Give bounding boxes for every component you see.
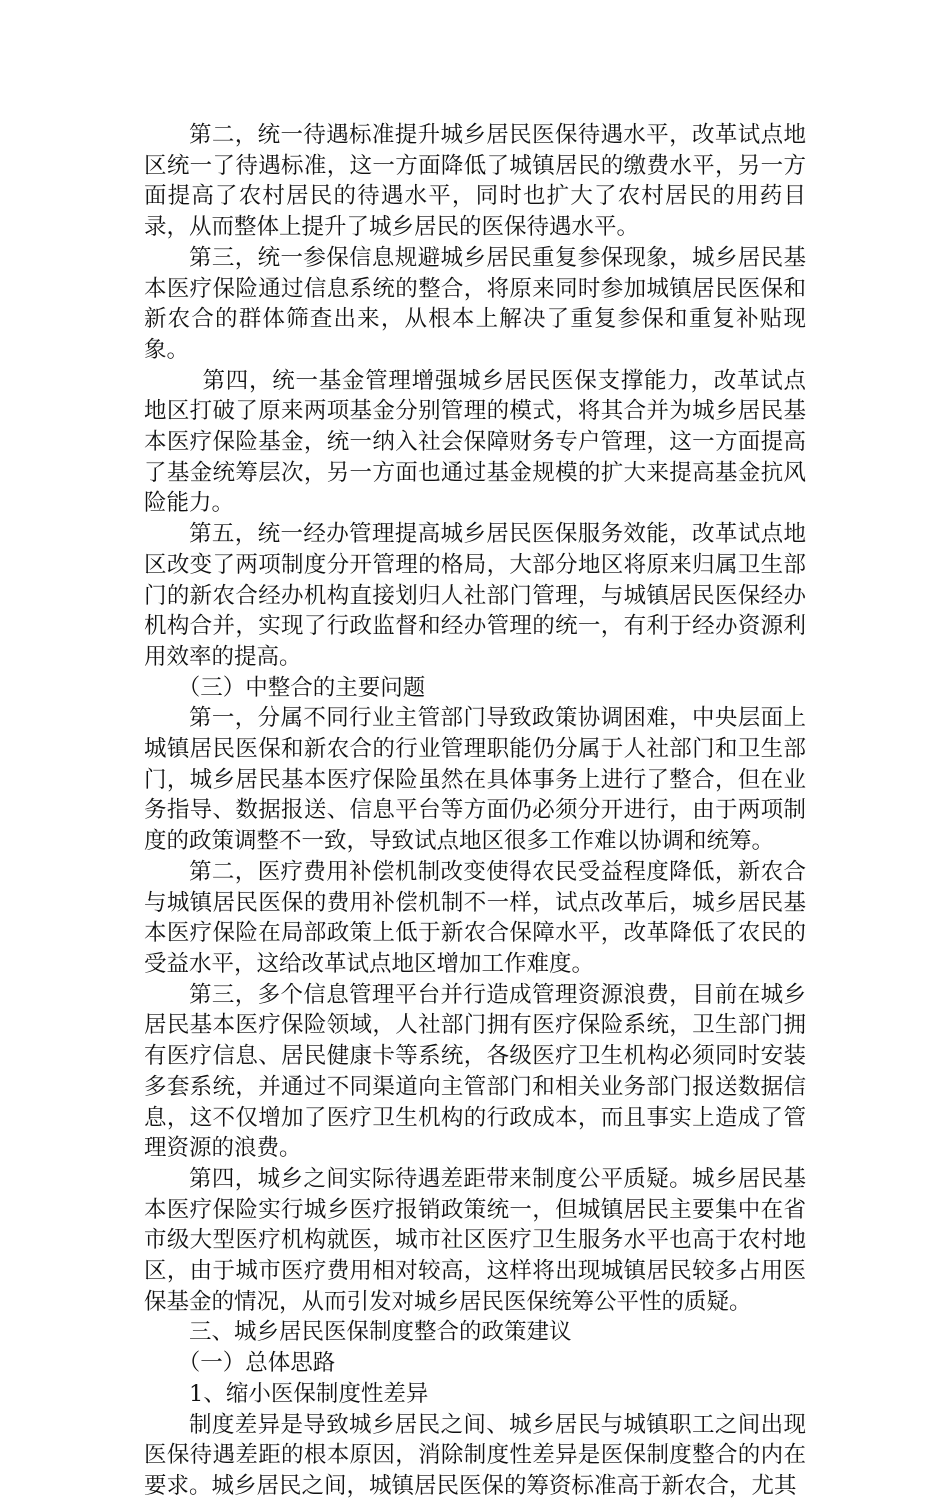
document-body	[144, 120, 806, 1502]
paragraph-problem-two-compensation: 第二，医疗费用补偿机制改变使得农民受益程度降低，新农合与城镇居民医保的费用补偿机制不一样，试点改革后，城乡居民基本医疗保险在局部政策上低于新农合保障水平，改革降低了农民的受益水平，这给改革试点地区增加工作难度。	[144, 858, 806, 977]
paragraph-third-enrollment-info: 第三，统一参保信息规避城乡居民重复参保现象，城乡居民基本医疗保险通过信息系统的整合，将原来同时参加城镇居民医保和新农合的群体筛查出来，从根本上解决了重复参保和重复补贴现象。	[144, 244, 806, 363]
section-heading-narrow-differences: 1、缩小医保制度性差异	[189, 1380, 429, 1407]
paragraph-fourth-fund-management: 第四，统一基金管理增强城乡居民医保支撑能力，改革试点地区打破了原来两项基金分别管理的模式，将其合并为城乡居民基本医疗保险基金，统一纳入社会保障财务专户管理，这一方面提高了基金统筹层次，另一方面也通过基金规模的扩大来提高基金抗风险能力。	[144, 367, 806, 517]
section-heading-main-problems: （三）中整合的主要问题	[177, 674, 426, 701]
section-heading-policy-suggestions: 三、城乡居民医保制度整合的政策建议	[189, 1319, 572, 1346]
paragraph-second-benefit-standard: 第二，统一待遇标准提升城乡居民医保待遇水平，改革试点地区统一了待遇标准，这一方面降低了城镇居民的缴费水平，另一方面提高了农村居民的待遇水平，同时也扩大了农村居民的用药目录，从而整体上提升了城乡居民的医保待遇水平。	[144, 122, 806, 241]
section-heading-overall-approach: （一）总体思路	[177, 1350, 336, 1377]
paragraph-fifth-administration: 第五，统一经办管理提高城乡居民医保服务效能，改革试点地区改变了两项制度分开管理的格局，大部分地区将原来归属卫生部门的新农合经办机构直接划归人社部门管理，与城镇居民医保经办机构合并，实现了行政监督和经办管理的统一，有利于经办资源利用效率的提高。	[144, 521, 806, 670]
paragraph-problem-four-fairness: 第四，城乡之间实际待遇差距带来制度公平质疑。城乡居民基本医疗保险实行城乡医疗报销政策统一，但城镇居民主要集中在省市级大型医疗机构就医，城市社区医疗卫生服务水平也高于农村地区，由于城市医疗费用相对较高，这样将出现城镇居民较多占用医保基金的情况，从而引发对城乡居民医保统筹公平性的质疑。	[144, 1165, 806, 1315]
paragraph-problem-one-coordination: 第一，分属不同行业主管部门导致政策协调困难，中央层面上城镇居民医保和新农合的行业管理职能仍分属于人社部门和卫生部门，城乡居民基本医疗保险虽然在具体事务上进行了整合，但在业务指导、数据报送、信息平台等方面仍必须分开进行，由于两项制度的政策调整不一致，导致试点地区很多工作难以协调和统筹。	[144, 705, 806, 855]
paragraph-institutional-differences: 制度差异是导致城乡居民之间、城乡居民与城镇职工之间出现医保待遇差距的根本原因，消除制度性差异是医保制度整合的内在要求。城乡居民之间，城镇居民医保的筹资标准高于新农合，尤其	[144, 1411, 806, 1499]
paragraph-problem-three-info-platforms: 第三，多个信息管理平台并行造成管理资源浪费，目前在城乡居民基本医疗保险领域，人社部门拥有医疗保险系统，卫生部门拥有医疗信息、居民健康卡等系统，各级医疗卫生机构必须同时安装多套系统，并通过不同渠道向主管部门和相关业务部门报送数据信息，这不仅增加了医疗卫生机构的行政成本，而且事实上造成了管理资源的浪费。	[144, 981, 806, 1162]
